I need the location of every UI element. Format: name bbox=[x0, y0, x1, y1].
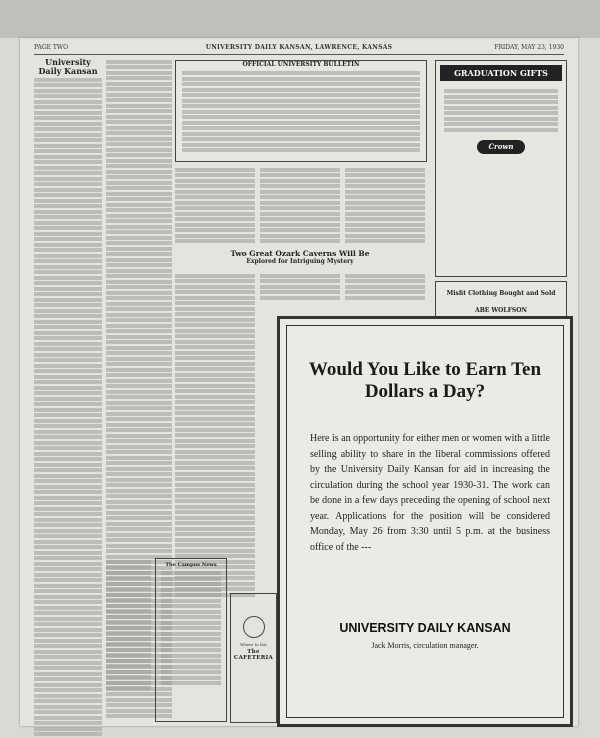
masthead-title: University Daily Kansan bbox=[38, 57, 98, 76]
column-text bbox=[175, 274, 255, 597]
newspaper-page bbox=[20, 38, 578, 726]
campus-news-box bbox=[155, 558, 227, 722]
column-text bbox=[260, 168, 340, 244]
newspaper-title: UNIVERSITY DAILY KANSAN, LAWRENCE, KANSAS bbox=[205, 44, 393, 51]
column-text bbox=[106, 560, 151, 691]
crown-logo: Crown bbox=[477, 140, 525, 154]
cafeteria-name: The CAFETERIA bbox=[233, 649, 274, 661]
column-text bbox=[175, 168, 255, 244]
page-header bbox=[34, 44, 564, 54]
column-text bbox=[345, 168, 425, 244]
text-column-2-lower bbox=[106, 558, 151, 692]
cafeteria-where: Where to Eat bbox=[240, 642, 267, 647]
ad-headline: Would You Like to Earn Ten Dollars a Day? bbox=[308, 359, 542, 402]
earn-ten-dollars-ad bbox=[277, 316, 573, 727]
official-bulletin bbox=[175, 60, 427, 162]
staff-box bbox=[34, 78, 102, 737]
ad-manager: Jack Morris, circulation manager. bbox=[371, 641, 479, 650]
ad-organization: UNIVERSITY DAILY KANSAN bbox=[339, 621, 511, 635]
campus-news-text bbox=[161, 571, 221, 685]
caverns-headline-line2: Explored for Intriguing Mystery bbox=[246, 258, 354, 265]
bulletin-text bbox=[182, 71, 420, 152]
cafeteria-ad bbox=[230, 593, 277, 723]
page-number: PAGE TWO bbox=[34, 44, 68, 51]
caverns-column-1 bbox=[175, 272, 255, 598]
campus-news-title: The Campus News bbox=[165, 562, 217, 568]
caverns-column-2 bbox=[260, 272, 340, 301]
header-rule bbox=[34, 54, 564, 55]
caverns-headline-line1: Two Great Ozark Caverns Will Be bbox=[230, 249, 370, 258]
text-column-5 bbox=[345, 166, 425, 245]
caverns-headline bbox=[175, 250, 425, 265]
question-mark-icon bbox=[243, 616, 265, 638]
text-column-3 bbox=[175, 166, 255, 245]
text-column-4 bbox=[260, 166, 340, 245]
graduation-ad-title: GRADUATION GIFTS bbox=[440, 65, 562, 81]
misfit-ad-owner: ABE WOLFSON bbox=[475, 307, 527, 314]
graduation-ad-text bbox=[444, 89, 558, 132]
misfit-ad-title: Misfit Clothing Bought and Sold bbox=[446, 290, 556, 297]
caverns-column-3 bbox=[345, 272, 425, 301]
ad-body: Here is an opportunity for either men or women with a little selling ability to share in the liberal commissions offered by the University Daily Kansan for aid in increasing the circulation during the school year 1930-31. The work can be done in a few days preceding the opening of school next year. Applications for the position will be considered Monday, May 26 from 3:30 until 5 p.m. at the business office of the --- bbox=[310, 433, 550, 553]
issue-date: FRIDAY, MAY 23, 1930 bbox=[494, 44, 564, 51]
graduation-gifts-ad bbox=[435, 60, 567, 277]
editorial-column bbox=[34, 58, 102, 738]
column-text bbox=[345, 274, 425, 300]
scan-margin bbox=[0, 0, 600, 38]
column-text bbox=[260, 274, 340, 300]
bulletin-title: OFFICIAL UNIVERSITY BULLETIN bbox=[242, 61, 360, 68]
